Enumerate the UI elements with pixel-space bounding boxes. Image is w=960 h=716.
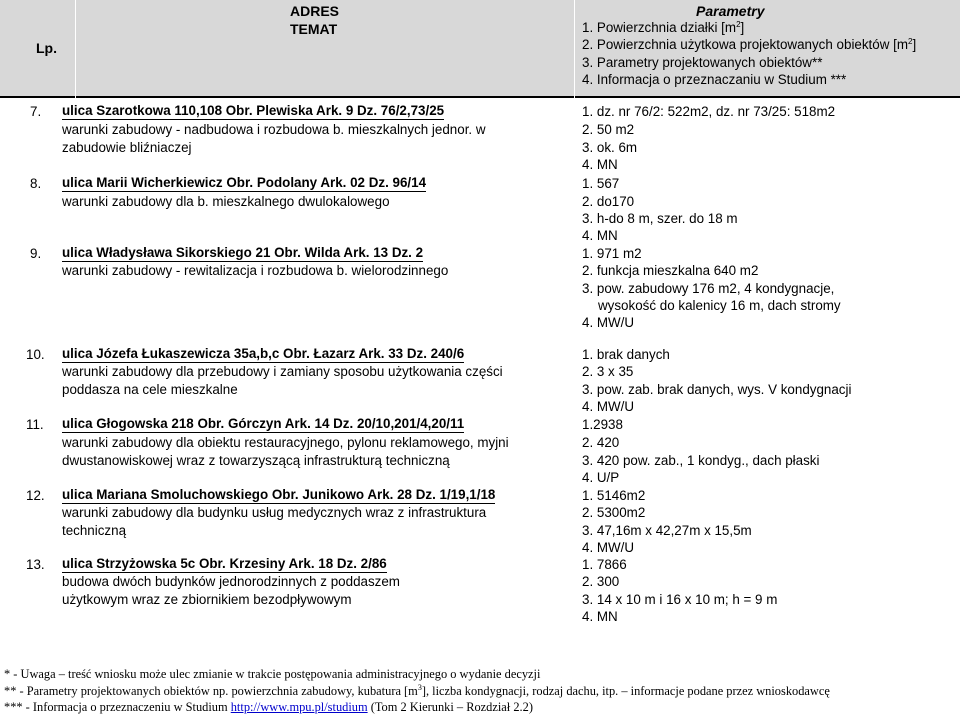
row-param-4: 4. MN xyxy=(582,609,618,624)
row-topic-line: dwustanowiskowej wraz z towarzyszącą infrastrukturą techniczną xyxy=(62,453,450,468)
row-topic-line: warunki zabudowy dla obiektu restauracyjnego, pylonu reklamowego, myjni xyxy=(62,435,509,450)
row-topic-line: warunki zabudowy dla budynku usług medycznych wraz z infrastruktura xyxy=(62,505,487,520)
row-param-2: 2. 5300m2 xyxy=(582,505,646,520)
row-address: ulica Marii Wicherkiewicz Obr. Podolany Ark. 02 Dz. 96/14 xyxy=(62,175,427,190)
row-param-2: 2. 3 x 35 xyxy=(582,364,634,379)
row-param-1: 1.2938 xyxy=(582,417,623,432)
row-param-2: 2. 300 xyxy=(582,574,620,589)
header-temat: TEMAT xyxy=(290,21,338,37)
row-param-3: 3. 420 pow. zab., 1 kondyg., dach płaski xyxy=(582,453,820,468)
row-address: ulica Głogowska 218 Obr. Górczyn Ark. 14 Dz. 20/10,201/4,20/11 xyxy=(62,416,465,431)
row-param-1: 1. 567 xyxy=(582,176,620,191)
studium-link[interactable]: http://www.mpu.pl/studium xyxy=(230,700,368,714)
row-lp: 10. xyxy=(26,347,45,362)
row-address: ulica Mariana Smoluchowskiego Obr. Junikowo Ark. 28 Dz. 1/19,1/18 xyxy=(62,487,496,502)
row-param-4: 4. MN xyxy=(582,228,618,243)
header-parametry: Parametry xyxy=(696,3,765,19)
row-topic-line: techniczną xyxy=(62,523,127,538)
row-address: ulica Władysława Sikorskiego 21 Obr. Wilda Ark. 13 Dz. 2 xyxy=(62,245,424,260)
row-param-1: 1. 5146m2 xyxy=(582,488,646,503)
row-param-4: 4. MW/U xyxy=(582,399,635,414)
row-topic-line: poddasza na cele mieszkalne xyxy=(62,382,238,397)
row-param-3: 3. pow. zabudowy 176 m2, 4 kondygnacje, xyxy=(582,281,835,296)
row-lp: 8. xyxy=(30,176,42,191)
header-adres: ADRES xyxy=(290,3,340,19)
row-param-1: 1. 971 m2 xyxy=(582,246,642,261)
row-lp: 12. xyxy=(26,488,45,503)
row-lp: 13. xyxy=(26,557,45,572)
row-topic-line: warunki zabudowy - nadbudowa i rozbudowa b. mieszkalnych jednor. w xyxy=(62,122,486,137)
row-param-1: 1. brak danych xyxy=(582,347,670,362)
row-param-3: 3. h-do 8 m, szer. do 18 m xyxy=(582,211,738,226)
row-param-4: 4. MW/U xyxy=(582,540,635,555)
footnote-3: *** - Informacja o przeznaczeniu w Studium http://www.mpu.pl/studium (Tom 2 Kierunki – Rozdział 2.2) xyxy=(4,700,533,714)
row-param-3: 3. pow. zab. brak danych, wys. V kondygnacji xyxy=(582,382,852,397)
row-param-3: 3. 14 x 10 m i 16 x 10 m; h = 9 m xyxy=(582,592,778,607)
row-lp: 11. xyxy=(26,417,44,432)
row-param-3-cont: wysokość do kalenicy 16 m, dach stromy xyxy=(598,298,841,313)
row-address: ulica Strzyżowska 5c Obr. Krzesiny Ark. 18 Dz. 2/86 xyxy=(62,556,387,571)
row-param-3: 3. ok. 6m xyxy=(582,140,638,155)
row-param-2: 2. 420 xyxy=(582,435,620,450)
footnote-2: ** - Parametry projektowanych obiektów np. powierzchnia zabudowy, kubatura $[m^3]$, liczba kondygnacji, rodzaj dachu, itp. – informacje podane przez wnioskodawcę xyxy=(4,683,830,698)
header-col-sep-1 xyxy=(75,0,76,98)
row-topic-line: warunki zabudowy dla b. mieszkalnego dwulokalowego xyxy=(62,194,390,209)
header-param-3: 3. Parametry projektowanych obiektów** xyxy=(582,55,823,70)
header-param-4: 4. Informacja o przeznaczaniu w Studium *** xyxy=(582,72,847,87)
row-param-2: 2. do170 xyxy=(582,194,635,209)
row-param-4: 4. MN xyxy=(582,157,618,172)
row-lp: 9. xyxy=(30,246,42,261)
row-address: ulica Józefa Łukaszewicza 35a,b,c Obr. Łazarz Ark. 33 Dz. 240/6 xyxy=(62,346,465,361)
header-col-sep-2 xyxy=(574,0,575,98)
header-param-2: 2. Powierzchnia użytkowa projektowanych obiektów $[m^2]$ xyxy=(582,37,917,52)
footnote-1: * - Uwaga – treść wniosku może ulec zmianie w trakcie postępowania administracyjnego o wydanie decyzji xyxy=(4,667,541,681)
row-param-2: 2. funkcja mieszkalna 640 m2 xyxy=(582,263,759,278)
row-param-1: 1. 7866 xyxy=(582,557,627,572)
row-address: ulica Szarotkowa 110,108 Obr. Plewiska Ark. 9 Dz. 76/2,73/25 xyxy=(62,103,445,118)
header-lp: Lp. xyxy=(36,40,57,56)
row-topic-line: budowa dwóch budynków jednorodzinnych z poddaszem xyxy=(62,574,400,589)
row-param-1: 1. dz. nr 76/2: 522m2, dz. nr 73/25: 518m2 xyxy=(582,104,836,119)
row-topic-line: warunki zabudowy - rewitalizacja i rozbudowa b. wielorodzinnego xyxy=(62,263,449,278)
row-topic-line: zabudowie bliźniaczej xyxy=(62,140,192,155)
header-divider xyxy=(0,96,960,98)
header-param-1: 1. Powierzchnia działki $[m^2]$ xyxy=(582,20,745,35)
row-param-4: 4. MW/U xyxy=(582,315,635,330)
row-param-2: 2. 50 m2 xyxy=(582,122,635,137)
row-lp: 7. xyxy=(30,104,42,119)
row-topic-line: użytkowym wraz ze zbiornikiem bezodpływowym xyxy=(62,592,352,607)
row-topic-line: warunki zabudowy dla przebudowy i zamiany sposobu użytkowania części xyxy=(62,364,503,379)
row-param-3: 3. 47,16m x 42,27m x 15,5m xyxy=(582,523,752,538)
row-param-4: 4. U/P xyxy=(582,470,620,485)
